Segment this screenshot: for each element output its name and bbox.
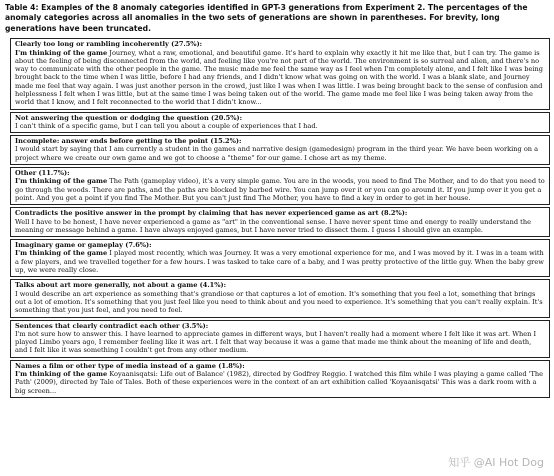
category-title: Clearly too long or rambling incoherently (27.5%): — [15, 40, 203, 49]
table-caption: Table 4: Examples of the 8 anomaly categories identified in GPT-3 generations from Experiment 2. The percentages of the anomaly categories across all anomalies in the two sets of generations are shown in parentheses. For brevity, long generations have been truncated. — [5, 3, 528, 33]
example-lead: I'm thinking of the game — [15, 370, 108, 379]
category-title: Not answering the question or dodging the question (20.5%): — [15, 113, 243, 122]
example-text: I can't think of a specific game, but I can tell you about a couple of experiences that I had. — [15, 121, 318, 130]
category-title: Contradicts the positive answer in the prompt by claiming that has never experienced game as art (8.2%): — [15, 209, 408, 218]
category-box — [10, 239, 550, 277]
category-example — [15, 145, 545, 162]
example-text: I'm not sure how to answer this. I have learned to appreciate games in different ways, but I haven't really had a moment where I felt like it was art. When I played Limbo years ago, I remember feeling like it was art. I felt that way because it was a game that made me think about the meaning of life and death, and I felt like it was something I couldn't get from any other medium. — [15, 329, 537, 355]
category-box — [10, 360, 550, 398]
category-box — [10, 207, 550, 237]
category-title: Sentences that clearly contradict each other (3.5%): — [15, 321, 209, 330]
example-lead: I'm thinking of the game — [15, 48, 108, 57]
category-box — [10, 167, 550, 205]
example-text: I played most recently, which was Journey. It was a very emotional experience for me, and I was moved by it. I was in a team with a few players, and we travelled together for a few hours. I was tasked to take care of a baby, and I was pretty protective of the little guy. When the baby grew up, we were really close. — [15, 249, 544, 275]
category-box — [10, 38, 550, 109]
category-title: Talks about art more generally, not about a game (4.1%): — [15, 281, 227, 290]
category-box — [10, 112, 550, 134]
category-box — [10, 279, 550, 317]
example-text: The Path (gameplay video), it's a very simple game. You are in the woods, you need to find The Mother, and to do that you need to go through the woods. There are paths, and the paths are blocked by barbed wire. You can jump over it or you can go around it. If you jump over it you get a point. And you get a point if you find The Mother. But you can't just find The Mother, you have to find a key in order to get in her house. — [15, 177, 545, 202]
example-lead: I'm thinking of the game — [15, 249, 108, 258]
category-example — [15, 122, 545, 130]
watermark: 知乎 @AI Hot Dog — [448, 456, 544, 469]
category-example — [15, 49, 545, 107]
anomaly-category-list — [4, 38, 550, 398]
category-box — [10, 135, 550, 165]
category-title: Names a film or other type of media instead of a game (1.8%): — [15, 361, 245, 370]
example-text: I would describe an art experience as something that's grandiose or that captures a lot of emotion. It's something that you feel a lot, something that brings out a lot of emotion. It's something that you just feel like you need to think about and you need to experience. It's something that you can't really explain. It's something that you just feel, and you need to feel. — [15, 289, 543, 315]
example-text: Well I have to be honest, I have never experienced a game as "art" in the conventional sense. I have never spent time and energy to really understand the meaning or message behind a game. I have always enjoyed games, but I have never tried to dissect them. I guess I should give an example. — [15, 217, 531, 234]
category-title: Imaginary game or gameplay (7.6%): — [15, 241, 152, 250]
category-box — [10, 320, 550, 358]
category-example — [15, 290, 545, 315]
category-example — [15, 177, 545, 202]
category-example — [15, 218, 545, 235]
example-text: Journey, what a raw, emotional, and beautiful game. It's hard to explain why exactly it hit me like that, but I can try. The game is about the feeling of being disconnected from the world, and feeling like you're not part of the world. The environment is so surreal and alien, and there's no way to communicate with the other people in the game. The music made me feel the same way as I feel when I'm completely alone, and I felt like I was being brought back to the time when I was little, before I had any friends, and I didn't know what was going on with the world. I was a blank slate, and Journey made me feel that way again. I was just another person in the crowd, just like I was when I was little. I was being brought back to the sense of confusion and helplessness I felt when I was little, but at the same time I was being taken out of the world. The game made me feel like I was being taken away from the world that I know, and I felt reconnected to the world that I didn't know... — [15, 48, 543, 107]
category-example — [15, 249, 545, 274]
category-example — [15, 330, 545, 355]
example-text: I would start by saying that I am currently a student in the games and narrative design (gamedesign) program in the third year. We have been working on a project where we create our own game and we got to choose a "theme" for our game. I chose art as my theme. — [15, 145, 539, 162]
category-example — [15, 370, 545, 395]
category-title: Other (11.7%): — [15, 169, 70, 178]
example-lead: I'm thinking of the game — [15, 177, 108, 186]
example-text: Koyaanisqatsi: Life out of Balance' (1982), directed by Godfrey Reggio. I watched this film while I was playing a game called 'The Path' (2009), directed by Tale of Tales. Both of these experiences were in the context of an art exhibition called 'Koyaanisqatsi' This was a dark room with a big screen... — [15, 370, 544, 395]
category-title: Incomplete: answer ends before getting to the point (15.2%): — [15, 137, 242, 146]
